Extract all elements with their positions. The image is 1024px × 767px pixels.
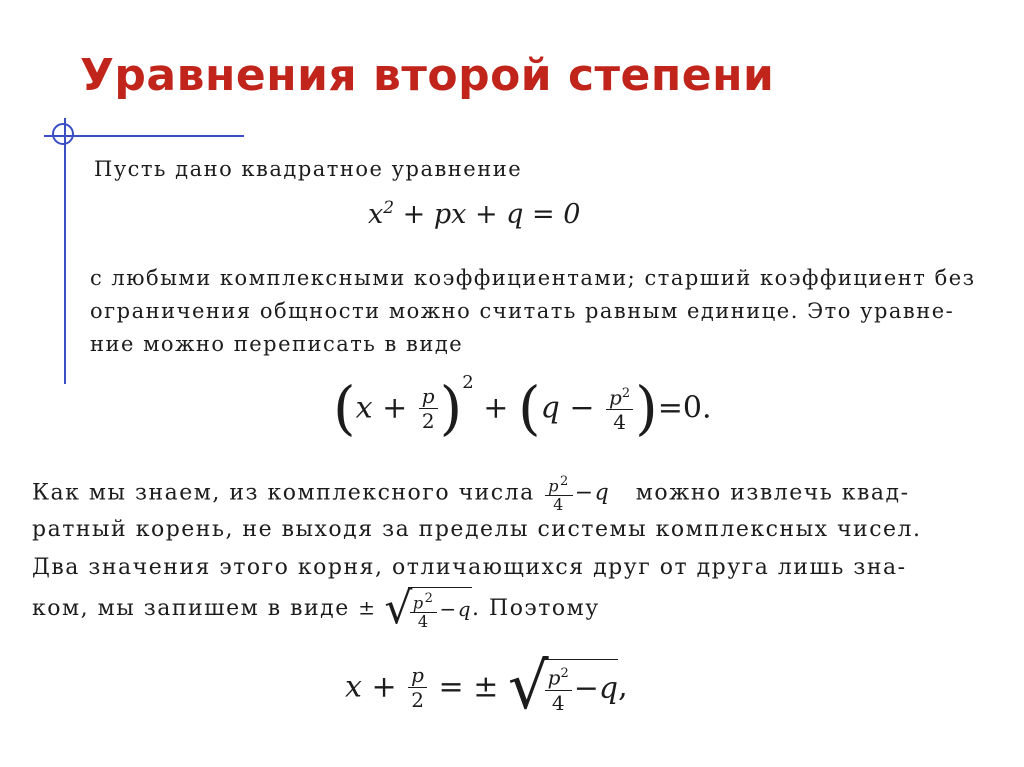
para2-line4-pre: ком, мы запишем в виде — [32, 596, 350, 622]
zero-value: 0. — [682, 390, 712, 426]
plus-sign: + — [483, 390, 509, 426]
plus-minus-sign: ± — [473, 669, 499, 705]
var-q: q — [540, 390, 560, 426]
quadratic-equation — [368, 198, 580, 230]
para1-line: с любыми комплексными коэффициентами; старший коэффициент без — [90, 266, 976, 290]
fraction-p2-over-4 — [410, 590, 438, 631]
frac-den: 4 — [551, 690, 565, 715]
minus-sign: − — [439, 597, 458, 622]
para2-line1-pre: Как мы знаем, из комплексного числа — [32, 480, 535, 506]
slide-title: Уравнения второй степени — [80, 50, 775, 101]
comma: , — [618, 669, 628, 705]
root-expression — [507, 650, 619, 724]
para2-row-4 — [32, 583, 992, 635]
plus-sign: + — [371, 669, 397, 705]
minus-sign: − — [573, 671, 599, 706]
frac-num-exp: 2 — [560, 666, 569, 682]
plus-minus-sign: ± — [358, 595, 377, 620]
para1-line: ние можно переписать в виде — [90, 332, 464, 356]
para2-row-2: ратный корень, не выходя за пределы системы комплексных чисел. — [32, 517, 922, 542]
frac-num-p: p — [412, 593, 425, 613]
frac-num-exp: 2 — [424, 591, 435, 606]
inline-root-expression — [358, 583, 473, 635]
frac-den: 4 — [553, 495, 565, 515]
minus-sign: − — [574, 480, 595, 506]
var-x: x — [355, 390, 373, 426]
var-q: q — [457, 597, 473, 622]
equals-sign: = — [438, 669, 464, 705]
horizontal-guide-line — [44, 135, 244, 137]
fraction-p-over-2 — [408, 663, 427, 712]
left-paren: ( — [333, 374, 356, 442]
frac-num-p: p — [548, 476, 560, 496]
eq1-rest: + px + q = 0 — [402, 199, 581, 230]
frac-num-p: p — [547, 665, 561, 690]
vertical-guide-line — [64, 118, 66, 384]
paragraph-2 — [32, 473, 992, 635]
eq1-x: x — [368, 199, 384, 230]
right-paren: ) — [439, 374, 463, 442]
paragraph-1 — [90, 262, 990, 361]
frac-num-exp: 2 — [559, 474, 570, 489]
var-x: x — [345, 669, 362, 705]
para2-row-3: Два значения этого корня, отличающихся друг от друга лишь зна- — [32, 555, 907, 580]
plus-sign: + — [382, 390, 408, 426]
radicand — [408, 587, 472, 631]
square-exponent: 2 — [462, 372, 474, 393]
solution-equation — [345, 650, 628, 724]
radicand — [543, 659, 618, 715]
para2-row-1 — [32, 473, 992, 515]
frac-num: p — [408, 663, 427, 688]
completed-square-equation — [333, 372, 712, 442]
eq1-exponent: 2 — [383, 198, 395, 218]
minus-sign: − — [569, 390, 595, 426]
fraction-p2-over-4 — [606, 382, 633, 435]
radical-icon: √ — [507, 650, 549, 724]
var-q: q — [594, 480, 611, 506]
intro-text: Пусть дано квадратное уравнение — [94, 157, 523, 181]
frac-den: 2 — [421, 408, 435, 433]
frac-den: 4 — [613, 410, 626, 435]
fraction-p-over-2 — [419, 384, 438, 433]
para1-line: ограничения общности можно считать равным единице. Это уравне- — [90, 299, 955, 323]
frac-num-exp: 2 — [621, 385, 631, 401]
frac-num: p — [419, 384, 438, 409]
frac-den: 2 — [411, 687, 424, 712]
var-q: q — [598, 671, 619, 706]
right-paren: ) — [635, 374, 658, 442]
inline-fraction-p2-over-4 — [545, 473, 573, 514]
radical-icon: √ — [384, 583, 414, 635]
para2-line4-post: . Поэтому — [472, 596, 600, 622]
frac-den: 4 — [417, 612, 430, 632]
fraction-p2-over-4 — [545, 662, 572, 715]
equals-sign: = — [657, 390, 683, 426]
frac-num-p: p — [609, 385, 622, 410]
crosshair-circle-icon — [52, 123, 74, 145]
left-paren: ( — [517, 374, 541, 442]
para2-line1-post: можно извлечь квад- — [635, 480, 910, 506]
